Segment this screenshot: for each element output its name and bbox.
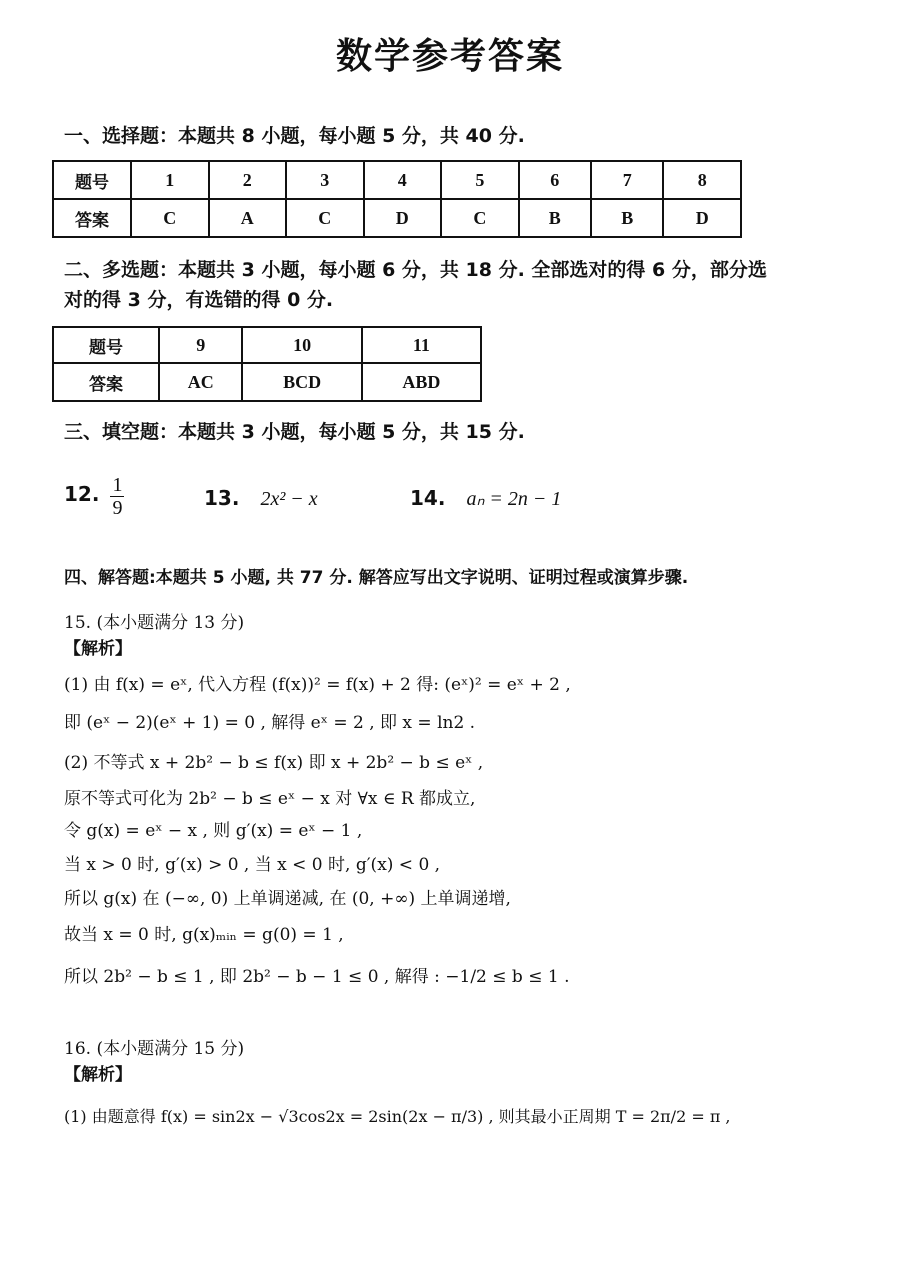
section3-heading: 三、填空题：本题共 3 小题，每小题 5 分，共 15 分. — [64, 421, 525, 443]
row-header-number: 题号 — [53, 327, 159, 363]
q16-title: 16. (本小题满分 15 分) — [64, 1039, 245, 1059]
answer-cell: D — [663, 199, 741, 237]
answer-cell: B — [591, 199, 663, 237]
q15-title: 15. (本小题满分 13 分) — [64, 613, 245, 633]
answer-cell: AC — [159, 363, 242, 401]
fraction — [110, 474, 124, 519]
question-number: 1 — [131, 161, 209, 199]
multiple-choice-answer-table — [52, 160, 742, 238]
section2-heading-line1: 二、多选题：本题共 3 小题，每小题 6 分，共 18 分. 全部选对的得 6 分，部分选 — [64, 259, 767, 281]
solution-line: 所以 2b² − b ≤ 1 , 即 2b² − b − 1 ≤ 0 , 解得 : −1/2 ≤ b ≤ 1 . — [64, 967, 570, 987]
question-label: 12. — [64, 482, 100, 507]
question-number: 10 — [242, 327, 361, 363]
q15-analysis-tag: 【解析】 — [64, 639, 132, 659]
question-number: 2 — [209, 161, 287, 199]
fraction-numerator: 1 — [112, 474, 123, 496]
row-header-answer: 答案 — [53, 363, 159, 401]
section1-heading: 一、选择题：本题共 8 小题，每小题 5 分，共 40 分. — [64, 125, 525, 147]
solution-line: 所以 g(x) 在 (−∞, 0) 上单调递减, 在 (0, +∞) 上单调递增, — [64, 889, 511, 909]
answer-cell: ABD — [362, 363, 481, 401]
answer-expression: 2x² − x — [260, 488, 318, 510]
fill-answer-13 — [204, 486, 318, 546]
answer-cell: C — [131, 199, 209, 237]
question-number: 6 — [519, 161, 591, 199]
row-header-answer: 答案 — [53, 199, 131, 237]
answer-cell: B — [519, 199, 591, 237]
table-row — [53, 199, 741, 237]
solution-line: (1) 由 f(x) = eˣ, 代入方程 (f(x))² = f(x) + 2 得: (eˣ)² = eˣ + 2 , — [64, 675, 571, 695]
fraction-denominator: 9 — [112, 497, 123, 519]
answer-cell: BCD — [242, 363, 361, 401]
table-row — [53, 327, 481, 363]
answer-cell: C — [441, 199, 519, 237]
solution-line: (2) 不等式 x + 2b² − b ≤ f(x) 即 x + 2b² − b ≤ eˣ , — [64, 753, 484, 773]
answer-cell: C — [286, 199, 364, 237]
question-number: 3 — [286, 161, 364, 199]
solution-line: 原不等式可化为 2b² − b ≤ eˣ − x 对 ∀x ∈ R 都成立, — [64, 789, 476, 809]
question-number: 5 — [441, 161, 519, 199]
solution-line: 当 x > 0 时, g′(x) > 0 , 当 x < 0 时, g′(x) < 0 , — [64, 855, 441, 875]
q16-analysis-tag: 【解析】 — [64, 1065, 132, 1085]
question-number: 7 — [591, 161, 663, 199]
question-label: 14. — [410, 486, 446, 510]
question-number: 9 — [159, 327, 242, 363]
fill-answer-14 — [410, 486, 561, 546]
solution-line: 故当 x = 0 时, g(x)ₘᵢₙ = g(0) = 1 , — [64, 925, 344, 945]
solution-line: 令 g(x) = eˣ − x , 则 g′(x) = eˣ − 1 , — [64, 821, 363, 841]
question-number: 8 — [663, 161, 741, 199]
question-number: 11 — [362, 327, 481, 363]
table-row — [53, 363, 481, 401]
question-number: 4 — [364, 161, 442, 199]
answer-expression: aₙ = 2n − 1 — [466, 488, 562, 510]
table-row — [53, 161, 741, 199]
solution-line: (1) 由题意得 f(x) = sin2x − √3cos2x = 2sin(2x − π/3) , 则其最小正周期 T = 2π/2 = π , — [64, 1107, 731, 1126]
answer-cell: A — [209, 199, 287, 237]
section4-heading: 四、解答题:本题共 5 小题, 共 77 分. 解答应写出文字说明、证明过程或演算步骤. — [64, 568, 689, 588]
row-header-number: 题号 — [53, 161, 131, 199]
answer-cell: D — [364, 199, 442, 237]
fill-answer-12 — [64, 474, 124, 534]
section2-heading-line2: 对的得 3 分，有选错的得 0 分. — [64, 289, 334, 311]
question-label: 13. — [204, 486, 240, 510]
page-title: 数学参考答案 — [335, 36, 564, 77]
multi-select-answer-table — [52, 326, 482, 402]
solution-line: 即 (eˣ − 2)(eˣ + 1) = 0 , 解得 eˣ = 2 , 即 x = ln2 . — [64, 713, 476, 733]
